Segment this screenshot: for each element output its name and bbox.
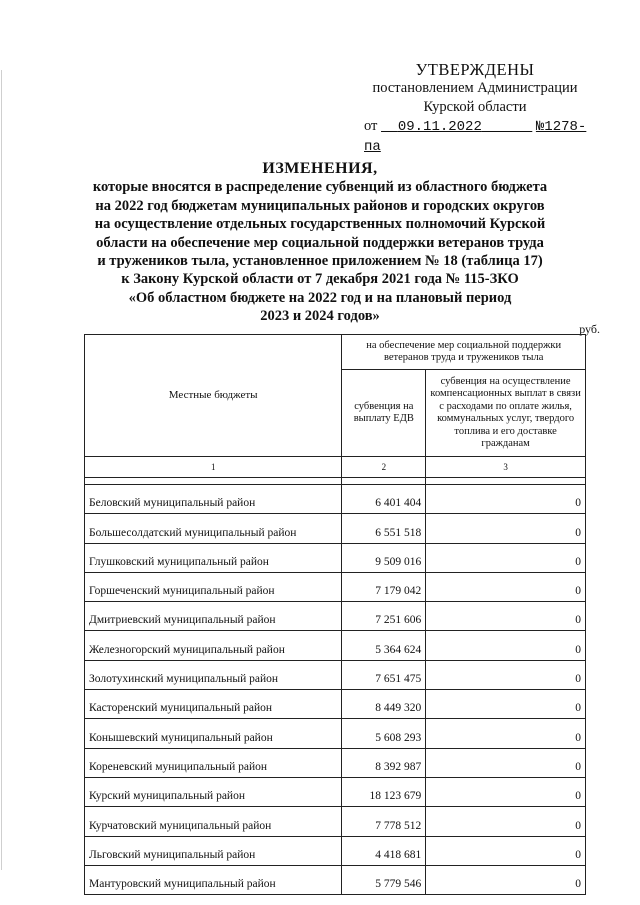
row-compensation: 0: [426, 807, 586, 836]
row-name: Железногорский муниципальный район: [85, 631, 342, 660]
row-name: Касторенский муниципальный район: [85, 690, 342, 719]
col-number-1: 1: [85, 457, 342, 478]
row-compensation: 0: [426, 514, 586, 543]
row-compensation: 0: [426, 543, 586, 572]
row-name: Глушковский муниципальный район: [85, 543, 342, 572]
approval-number: №1278-па: [364, 119, 587, 155]
unit-label: руб.: [579, 322, 600, 336]
col-number-2: 2: [342, 457, 426, 478]
title-line: 2023 и 2024 годов»: [260, 308, 380, 325]
approval-date: 09.11.2022: [397, 119, 482, 135]
table-row: [85, 485, 586, 514]
col-header-compensation: субвенция на осуществление компенсационных выплат в связи с расходами по оплате жилья, коммунальных услуг, твердого топлива и его доставке гражданам: [426, 370, 586, 457]
row-name: Золотухинский муниципальный район: [85, 660, 342, 689]
row-compensation: 0: [426, 660, 586, 689]
row-edv: 5 779 546: [342, 865, 426, 894]
row-edv: 7 778 512: [342, 807, 426, 836]
col-header-edv: субвенция на выплату ЕДВ: [342, 370, 426, 457]
row-name: Конышевский муниципальный район: [85, 719, 342, 748]
scan-edge-line: [1, 70, 2, 870]
approval-line-2: Курской области: [423, 99, 527, 115]
title-heading: ИЗМЕНЕНИЯ,: [262, 160, 378, 177]
row-name: Горшеченский муниципальный район: [85, 572, 342, 601]
row-compensation: 0: [426, 572, 586, 601]
title-line: к Закону Курской области от 7 декабря 2021 года № 115-ЗКО: [121, 271, 519, 288]
approval-block: [360, 60, 590, 157]
row-name: Кореневский муниципальный район: [85, 748, 342, 777]
row-compensation: 0: [426, 719, 586, 748]
group-header: на обеспечение мер социальной поддержки ветеранов труда и тружеников тыла: [342, 335, 586, 370]
row-name: Беловский муниципальный район: [85, 485, 342, 514]
row-edv: 5 608 293: [342, 719, 426, 748]
row-name: Дмитриевский муниципальный район: [85, 602, 342, 631]
row-edv: 9 509 016: [342, 543, 426, 572]
row-edv: 7 651 475: [342, 660, 426, 689]
row-name: Льговский муниципальный район: [85, 836, 342, 865]
row-edv: 6 551 518: [342, 514, 426, 543]
row-edv: 8 392 987: [342, 748, 426, 777]
row-compensation: 0: [426, 865, 586, 894]
table-row: [85, 660, 586, 689]
approval-line-1: постановлением Администрации: [372, 80, 578, 96]
title-line: на 2022 год бюджетам муниципальных районов и городских округов: [95, 197, 545, 214]
col-number-3: 3: [426, 457, 586, 478]
row-edv: 8 449 320: [342, 690, 426, 719]
approval-date-line: [360, 117, 590, 157]
table-row: [85, 690, 586, 719]
row-name: Курчатовский муниципальный район: [85, 807, 342, 836]
title-line: которые вносятся в распределение субвенций из областного бюджета: [92, 179, 548, 196]
row-edv: 6 401 404: [342, 485, 426, 514]
table-row: [85, 836, 586, 865]
row-compensation: 0: [426, 690, 586, 719]
title-line: на осуществление отдельных государственных полномочий Курской: [94, 216, 546, 233]
row-edv: 7 179 042: [342, 572, 426, 601]
date-prefix: от: [364, 118, 378, 134]
table-row: [85, 543, 586, 572]
table-row: [85, 865, 586, 894]
table-row: [85, 514, 586, 543]
subsidy-table: [84, 334, 586, 895]
row-name: Мантуровский муниципальный район: [85, 865, 342, 894]
col-header-local-budgets: Местные бюджеты: [85, 335, 342, 457]
approval-heading: УТВЕРЖДЕНЫ: [415, 60, 535, 79]
row-edv: 5 364 624: [342, 631, 426, 660]
row-compensation: 0: [426, 631, 586, 660]
table-row: [85, 807, 586, 836]
row-edv: 18 123 679: [342, 777, 426, 806]
row-compensation: 0: [426, 602, 586, 631]
table-row: [85, 777, 586, 806]
row-edv: 4 418 681: [342, 836, 426, 865]
table-row: [85, 631, 586, 660]
row-edv: 7 251 606: [342, 602, 426, 631]
table-row: [85, 572, 586, 601]
row-name: Большесолдатский муниципальный район: [85, 514, 342, 543]
row-compensation: 0: [426, 777, 586, 806]
title-line: и тружеников тыла, установленное приложением № 18 (таблица 17): [97, 253, 543, 270]
row-compensation: 0: [426, 485, 586, 514]
table-row: [85, 602, 586, 631]
row-compensation: 0: [426, 836, 586, 865]
title-line: «Об областном бюджете на 2022 год и на плановый период: [128, 289, 512, 306]
document-title: [60, 160, 580, 326]
table-row: [85, 719, 586, 748]
row-compensation: 0: [426, 748, 586, 777]
row-name: Курский муниципальный район: [85, 777, 342, 806]
title-line: области на обеспечение мер социальной поддержки ветеранов труда: [96, 234, 544, 251]
table-row: [85, 748, 586, 777]
